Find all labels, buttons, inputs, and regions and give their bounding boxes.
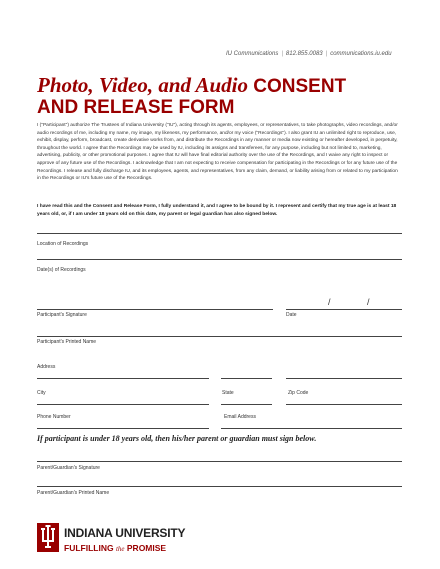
zip-label: Zip Code bbox=[288, 390, 309, 396]
release-terms-paragraph: I ("Participant") authorize The Trustees of Indiana University ("IU"), acting through its agents, employees, or representatives, to take photographs, video recordings, and/or audio recordings of me, including my name, my image, my likeness, my performance, and/or my voice ("Recordings"). I also grant IU an unlimited right to reproduce, use, exhibit, display, perform, broadcast, create derivative works from, and distribute the Recordings in any manner or media now existing or hereafter developed, in perpetuity, throughout the world. I agree that the Recordings may be used by IU, including its assigns and transferees, for any purpose, including but not limited to, marketing, advertising, publicity, or other promotional purposes. I agree that IU will have final editorial authority over the use of the Recordings, and I waive any right to inspect or approve of any future use of the Recordings. I acknowledge that I am not expecting to receive compensation for participating in the Recordings or for any future use of the Recordings. I release and fully discharge IU, and its employees, agents, and representatives, from any claim, demand, or liability arising from or related to my participation in the Recordings or IU's future use of the Recordings. bbox=[37, 123, 398, 182]
guardian-printed-name-label: Parent/Guardian's Printed Name bbox=[37, 490, 110, 496]
printed-name-label: Participant's Printed Name bbox=[37, 339, 97, 345]
title-italic: Photo, Video, and Audio bbox=[37, 73, 249, 97]
phone-line[interactable] bbox=[37, 428, 209, 429]
tagline-the: the bbox=[115, 545, 125, 553]
email-label: Email Address bbox=[224, 414, 256, 420]
certification-paragraph: I have read this and the Consent and Release Form, I fully understand it, and I agree to be bound by it. I represent and certify that my true age is at least 18 years old, or, if I am under 18 years old on this date, my parent or legal guardian has also signed below. bbox=[37, 204, 397, 217]
date-line[interactable] bbox=[286, 309, 402, 310]
address-line-2[interactable] bbox=[221, 378, 272, 379]
contact-header: IU Communications | 812.855.0083 | communications.iu.edu bbox=[226, 51, 392, 57]
city-label: City bbox=[37, 390, 46, 396]
address-line-3[interactable] bbox=[286, 378, 402, 379]
date-separator-2: / bbox=[367, 297, 370, 307]
university-name: INDIANA UNIVERSITY bbox=[64, 526, 186, 540]
tagline-fulfilling: FULFILLING bbox=[64, 543, 114, 553]
location-line[interactable] bbox=[37, 233, 402, 234]
title-consent: CONSENT bbox=[253, 76, 347, 97]
department-name: IU Communications bbox=[226, 51, 279, 57]
minor-notice: If participant is under 18 years old, then his/her parent or guardian must sign below. bbox=[37, 434, 317, 443]
phone-label: Phone Number bbox=[37, 414, 71, 420]
dates-line[interactable] bbox=[37, 259, 402, 260]
website-link[interactable]: communications.iu.edu bbox=[330, 51, 392, 57]
dates-label: Date(s) of Recordings bbox=[37, 267, 86, 273]
date-separator-1: / bbox=[328, 297, 331, 307]
address-line[interactable] bbox=[37, 378, 209, 379]
form-title-line2: AND RELEASE FORM bbox=[37, 97, 235, 118]
printed-name-line[interactable] bbox=[37, 336, 402, 337]
iu-trident-logo bbox=[37, 523, 59, 552]
guardian-signature-line[interactable] bbox=[37, 461, 402, 462]
address-label: Address bbox=[37, 364, 56, 370]
tagline-promise: PROMISE bbox=[126, 543, 167, 553]
signature-line[interactable] bbox=[37, 309, 273, 310]
location-label: Location of Recordings bbox=[37, 241, 89, 247]
guardian-printed-name-line[interactable] bbox=[37, 486, 402, 487]
state-label: State bbox=[222, 390, 234, 396]
date-label: Date bbox=[286, 312, 297, 318]
zip-line[interactable] bbox=[286, 404, 402, 405]
email-line[interactable] bbox=[221, 428, 402, 429]
university-tagline bbox=[64, 543, 166, 553]
form-title-line1 bbox=[37, 73, 346, 98]
state-line[interactable] bbox=[221, 404, 272, 405]
city-line[interactable] bbox=[37, 404, 209, 405]
signature-label: Participant's Signature bbox=[37, 312, 87, 318]
guardian-signature-label: Parent/Guardian's Signature bbox=[37, 465, 100, 471]
phone-number: 812.855.0083 bbox=[285, 51, 323, 57]
